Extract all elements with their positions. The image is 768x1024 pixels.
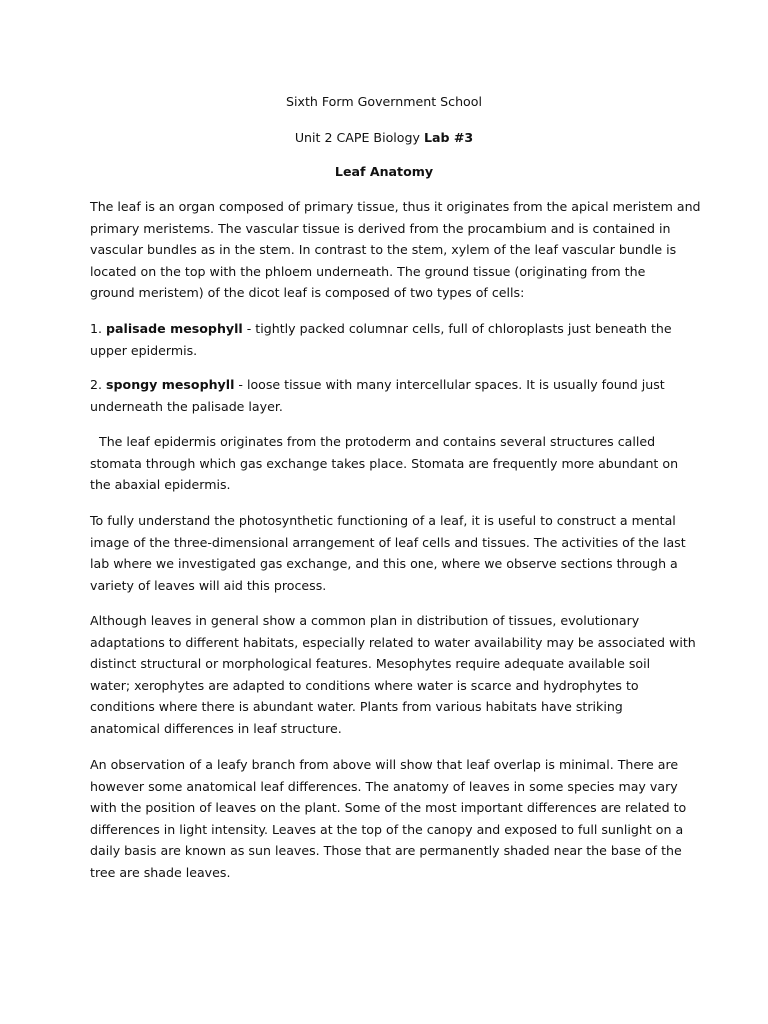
item-description: - loose tissue with many intercellular spaces. It is usually found just xyxy=(234,377,665,392)
paragraph-line: differences in light intensity. Leaves at the top of the canopy and exposed to full sunlight on a xyxy=(90,821,684,837)
palisade-item xyxy=(90,318,690,361)
list-item-line: upper epidermis. xyxy=(90,342,198,358)
paragraph-line: stomata through which gas exchange takes place. Stomata are frequently more abundant on xyxy=(90,455,679,471)
course-unit: Unit 2 CAPE Biology xyxy=(294,130,424,145)
paragraph-line: water; xerophytes are adapted to conditions where water is scarce and hydrophytes to xyxy=(90,677,639,693)
paragraph-line: lab where we investigated gas exchange, and this one, where we observe sections through a xyxy=(90,556,678,572)
paragraph-line: located on the top with the phloem underneath. The ground tissue (originating from the xyxy=(90,263,646,279)
observation-paragraph xyxy=(90,754,690,884)
spongy-item xyxy=(90,374,690,417)
paragraph-line: image of the three-dimensional arrangement of leaf cells and tissues. The activities of the last xyxy=(90,534,686,550)
item-term: spongy mesophyll xyxy=(106,377,235,392)
epidermis-paragraph xyxy=(90,431,690,496)
list-item-line: underneath the palisade layer. xyxy=(90,398,283,414)
lab-number: Lab #3 xyxy=(423,130,474,145)
course-title xyxy=(0,130,768,146)
paragraph-line: distinct structural or morphological features. Mesophytes require adequate available soil xyxy=(90,656,651,672)
list-item-line xyxy=(90,318,690,340)
paragraph-line: anatomical differences in leaf structure. xyxy=(90,720,342,736)
item-number: 1. xyxy=(90,321,107,336)
paragraph-line: To fully understand the photosynthetic functioning of a leaf, it is useful to construct a mental xyxy=(90,513,676,528)
paragraph-line: tree are shade leaves. xyxy=(90,864,231,880)
paragraph-line: ground meristem) of the dicot leaf is composed of two types of cells: xyxy=(90,285,525,301)
paragraph-line: the abaxial epidermis. xyxy=(90,477,231,493)
item-term: palisade mesophyll xyxy=(106,321,243,336)
paragraph-line: An observation of a leafy branch from above will show that leaf overlap is minimal. There are xyxy=(90,757,679,772)
paragraph-line: primary meristems. The vascular tissue is derived from the procambium and is contained in xyxy=(90,220,671,236)
paragraph-line: adaptations to different habitats, especially related to water availability may be associated with xyxy=(90,634,696,650)
paragraph-line: vascular bundles as in the stem. In contrast to the stem, xylem of the leaf vascular bundle is xyxy=(90,242,677,258)
paragraph-line: conditions where there is abundant water. Plants from various habitats have striking xyxy=(90,699,623,715)
adaptations-paragraph xyxy=(90,610,696,740)
paragraph-line: Although leaves in general show a common plan in distribution of tissues, evolutionary xyxy=(90,613,640,628)
paragraph-line: variety of leaves will aid this process. xyxy=(90,577,327,593)
school-name: Sixth Form Government School xyxy=(286,94,482,109)
paragraph-line: The leaf is an organ composed of primary tissue, thus it originates from the apical meristem and xyxy=(90,199,701,214)
paragraph-line: The leaf epidermis originates from the protoderm and contains several structures called xyxy=(99,434,656,449)
paragraph-line: however some anatomical leaf differences. The anatomy of leaves in some species may vary xyxy=(90,778,678,794)
paragraph-line: with the position of leaves on the plant. Some of the most important differences are related to xyxy=(90,800,687,816)
intro-paragraph xyxy=(90,196,701,304)
paragraph-line: daily basis are known as sun leaves. Those that are permanently shaded near the base of the xyxy=(90,843,682,859)
photosynthesis-paragraph xyxy=(90,510,690,596)
document-title: Leaf Anatomy xyxy=(334,164,434,179)
list-item-line xyxy=(90,374,690,396)
item-number: 2. xyxy=(90,377,107,392)
item-description: - tightly packed columnar cells, full of chloroplasts just beneath the xyxy=(242,321,672,336)
